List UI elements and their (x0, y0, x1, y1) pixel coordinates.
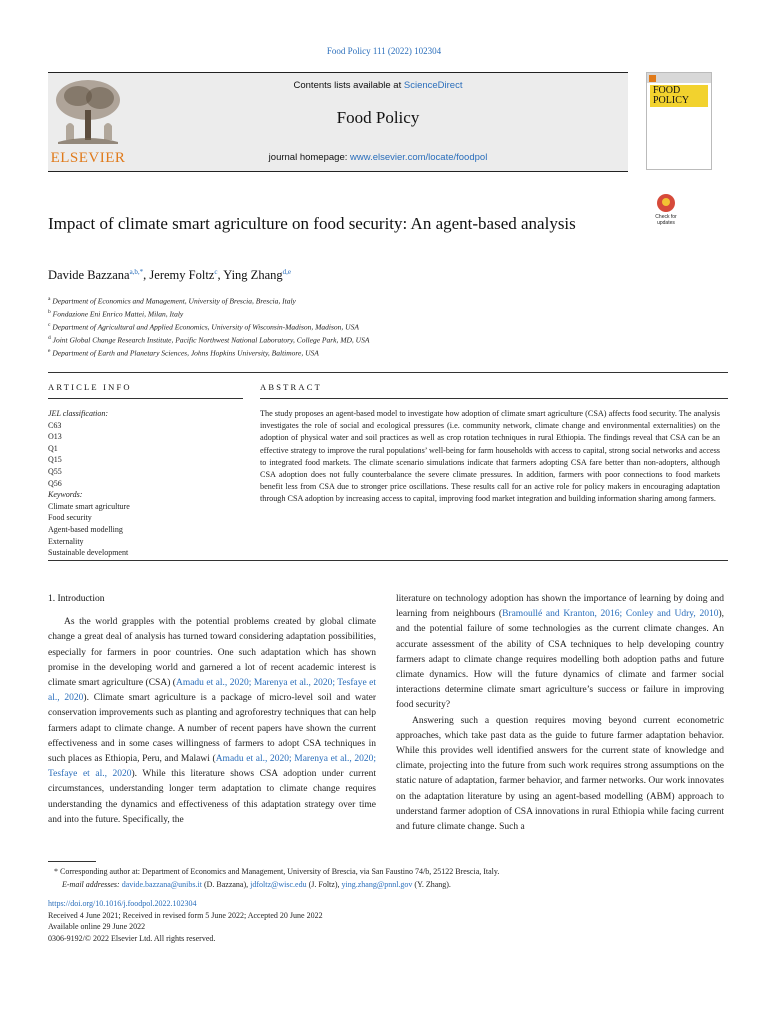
jel-code: Q15 (48, 455, 62, 465)
jel-code: Q56 (48, 478, 62, 488)
jel-code: C63 (48, 420, 62, 430)
contents-line (130, 80, 626, 91)
abstract-text: The study proposes an agent-based model to investigate how adoption of climate smart agriculture (CSA) affects food security. The analysis investigates the role of social and ecological pressures (i.e. community network, climate change and environmental externalities) on the adoption of physical water and soil practices as well as crop rotation techniques in rural Ethiopia. The findings reveal that CSA can be an effective strategy to improve the rural populations’ well-being for farm households with access to capital, strong social networks and access to integrated food markets. The climate scenario simulations indicate that farmers adopting CSA fare better than non-adopters, although CSA adoption does not fully counterbalance the severe climate pressures. In addition, farmers with poor connections to food markets benefit less from CSA due to stronger price oscillations. These results call for an active role for policy makers in encouraging adaptation through CSA adoption by increasing access to capital, improving food market integration and building information sharing among farmers. (260, 409, 720, 504)
citation-link[interactable]: Amadu et al., 2020; Marenya et al., 2020; Tesfaye et al., 2020 (48, 754, 376, 780)
homepage-prefix: journal homepage: (268, 152, 351, 163)
divider (48, 398, 243, 399)
section-heading: 1. Introduction (48, 594, 105, 604)
journal-homepage (130, 152, 626, 163)
citation-link[interactable]: Amadu et al., 2020; Marenya et al., 2020; Tesfaye et al., 2020 (48, 678, 376, 704)
author-affiliation-marks[interactable]: d,e (282, 268, 291, 276)
elsevier-logo (48, 76, 128, 166)
keywords-label: Keywords: (48, 490, 83, 500)
article-info-heading: ARTICLE INFO (48, 382, 132, 392)
badge-line2: updates (657, 220, 675, 226)
jel-code: O13 (48, 432, 62, 442)
citation-link[interactable]: Bramoullé and Kranton, 2016; Conley and Udry, 2010 (502, 609, 719, 620)
body-paragraph: Answering such a question requires moving beyond current econometric approaches, which take past data as the guide to future farmer adaptation behavior. While this provides well identified answers for the current state of knowledge and climate, projecting into the future from such work requires strong assumptions on the static nature of adaptation, farmer behavior, and farmer networks. Our work innovates on the adaptation literature by using an agent-based modelling (ABM) approach to understand farmer adoption of CSA innovations in rural Ethiopia while facing current and future climate change. Such a (396, 715, 724, 833)
divider (260, 398, 728, 399)
sciencedirect-link[interactable]: ScienceDirect (403, 80, 463, 91)
cover-mark-icon (649, 75, 656, 82)
journal-cover-thumbnail[interactable] (646, 72, 712, 170)
keyword: Food security (48, 513, 92, 523)
author-name[interactable]: Ying Zhang (223, 268, 283, 283)
article-info (48, 408, 243, 559)
abstract-heading: ABSTRACT (260, 382, 322, 392)
corresponding-author-note: * Corresponding author at: Department of Economics and Management, University of Brescia, via San Faustino 74/b, 25122 Brescia, Italy. (54, 867, 500, 876)
email-link[interactable]: jdfoltz@wisc.edu (250, 879, 307, 889)
email-line: E-mail addresses: davide.bazzana@unibs.it (D. Bazzana), jdfoltz@wisc.edu (J. Foltz), ying.zhang@pnnl.gov (Y. Zhang). (62, 879, 451, 889)
publication-info (48, 898, 728, 944)
journal-name: Food Policy (336, 108, 420, 127)
affiliation-item: $^a$ Department of Economics and Management, University of Brescia, Brescia, Italy (48, 296, 296, 306)
available-online: Available online 29 June 2022 (48, 922, 146, 932)
affiliation-item: $^e$ Department of Earth and Planetary Sciences, Johns Hopkins University, Baltimore, USA (48, 348, 319, 358)
badge-line1: Check for (655, 214, 677, 220)
email-link[interactable]: davide.bazzana@unibs.it (121, 879, 202, 889)
publisher-name: ELSEVIER (50, 150, 126, 166)
cover-top-bar (647, 73, 711, 83)
footnotes (48, 866, 728, 891)
body-column-left (48, 592, 376, 828)
affiliation-item: $^d$ Joint Global Change Research Institute, Pacific Northwest National Laboratory, College Park, MD, USA (48, 335, 370, 345)
doi-link[interactable]: https://doi.org/10.1016/j.foodpol.2022.102304 (48, 899, 197, 908)
cover-title: FOOD POLICY (650, 85, 708, 107)
received-dates: Received 4 June 2021; Received in revised form 5 June 2022; Accepted 20 June 2022 (48, 910, 323, 920)
divider (48, 372, 728, 373)
keyword: Climate smart agriculture (48, 501, 130, 511)
homepage-link[interactable]: www.elsevier.com/locate/foodpol (350, 152, 488, 163)
email-link[interactable]: ying.zhang@pnnl.gov (341, 879, 413, 889)
copyright: 0306-9192/© 2022 Elsevier Ltd. All rights reserved. (48, 933, 216, 943)
affiliation-item: $^c$ Department of Agricultural and Applied Economics, University of Wisconsin-Madison, Madison, USA (48, 322, 359, 332)
check-updates-icon (657, 194, 675, 212)
author-affiliation-marks[interactable]: a,b,* (129, 268, 144, 276)
author-name[interactable]: Davide Bazzana (48, 268, 130, 283)
journal-citation[interactable]: Food Policy 111 (2022) 102304 (326, 46, 442, 56)
body-paragraph: literature on technology adoption has shown the importance of learning by doing and learning from neighbours (Bramoullé and Kranton, 2016; Conley and Udry, 2010), and the potential failure of some technologies as the current climate changes. An accurate assessment of the ability of CSA techniques to help developing country farmers adapt to climate change requires modelling both adoption paths and future climate dynamics. How will the future dynamics of climate and farmer social interactions determine climate smart agriculture’s success or failure in improving food security? (396, 594, 724, 711)
contents-prefix: Contents lists available at (293, 80, 404, 91)
author-list: Davide Bazzana$^{a,b,*}$, Jeremy Foltz$^c$, Ying Zhang$^{d,e}$ (48, 268, 291, 283)
jel-code: Q1 (48, 443, 58, 453)
divider (48, 560, 728, 561)
keyword: Sustainable development (48, 548, 129, 558)
footnote-divider (48, 861, 96, 862)
keyword: Agent-based modelling (48, 524, 123, 534)
article-title: Impact of climate smart agriculture on food security: An agent-based analysis (48, 214, 576, 233)
check-for-updates-badge[interactable] (650, 194, 682, 230)
keyword: Externality (48, 536, 84, 546)
jel-label: JEL classification: (48, 409, 109, 418)
affiliation-item: $^b$ Fondazione Eni Enrico Mattei, Milan, Italy (48, 309, 184, 319)
author-affiliation-marks[interactable]: c (214, 268, 218, 276)
jel-code: Q55 (48, 466, 62, 476)
author-name[interactable]: Jeremy Foltz (149, 268, 215, 283)
affiliation-list (48, 294, 608, 359)
body-column-right (396, 592, 724, 835)
body-paragraph: As the world grapples with the potential problems created by global climate change a great deal of analysis has turned toward considering adaptation possibilities, especially for farmers in poor countries. One such adaptation which has shown promise in the developing world and garnered a lot of recent academic interest is climate smart agriculture (CSA) (Amadu et al., 2020; Marenya et al., 2020; Tesfaye et al., 2020). Climate smart agriculture is a package of micro-level soil and water conservation improvements such as planting and agroforestry techniques that can help farmers adapt to climate change. A number of recent papers have shown the current effectiveness and in some cases willingness of farmers to adopt CSA techniques in such places as Ethiopia, Peru, and Malawi (Amadu et al., 2020; Marenya et al., 2020; Tesfaye et al., 2020). While this literature shows CSA adoption under current circumstances, understanding longer term adaptation to climate change requires understanding the dynamics and effectiveness of this adaptation strategy over time and into the future. Specifically, the (48, 617, 377, 825)
